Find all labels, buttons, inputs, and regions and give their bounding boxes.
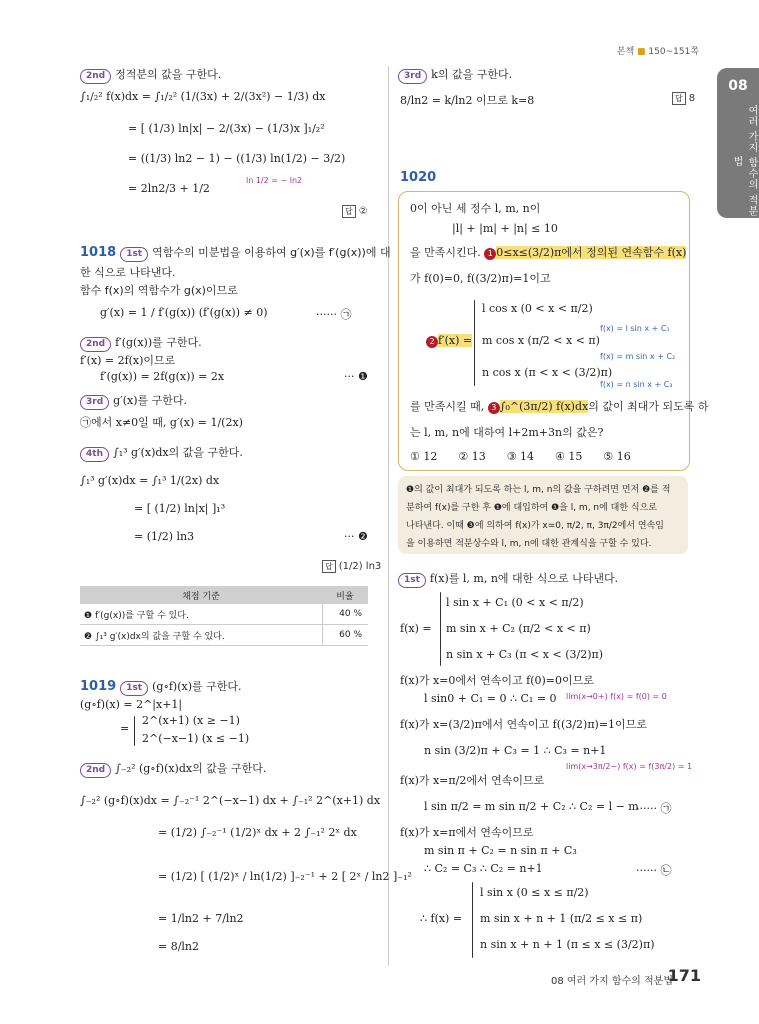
math-line: = (1/2) ∫₋₂⁻¹ (1/2)ˣ dx + 2 ∫₋₁² 2ˣ dx (158, 826, 357, 839)
math-line: = (1/2) ln3 (134, 530, 195, 543)
equation-tag: ······ ㉡ (636, 864, 672, 877)
table-row: ❶ f′(g(x))를 구할 수 있다. 40 % (80, 604, 368, 625)
equation-tag: ··· ❶ (344, 370, 368, 383)
page-reference: 본책 ■ 150~151쪽 (616, 47, 699, 57)
math-line: f′(g(x)) = 2f(g(x)) = 2x (100, 370, 225, 383)
step-heading: 2nd ∫₋₂² (g∘f)(x)dx의 값을 구한다. (80, 760, 266, 778)
case-line: m sin x + C₂ (π/2 < x < π) (446, 622, 591, 635)
math-line: = 2ln2/3 + 1/2 (128, 182, 210, 195)
choice-list (410, 450, 631, 463)
problem-text: 가 f(0)=0, f((3/2)π)=1이고 (410, 272, 551, 285)
math-line: f(x) = (400, 622, 432, 635)
step-heading: 2nd f′(g(x))를 구한다. (80, 334, 202, 352)
chapter-title: 여러 가지 함수의 적분법 (731, 105, 757, 217)
text-line: f(x)가 x=π/2에서 연속이므로 (400, 774, 545, 787)
math-line: 2^(−x−1) (x ≤ −1) (142, 732, 250, 745)
hint-line: ❶의 값이 최대가 되도록 하는 l, m, n의 값을 구하려면 먼저 ❷를 적 (406, 485, 671, 495)
text-line: 한 식으로 나타낸다. (80, 266, 176, 279)
step-heading: 2nd 정적분의 값을 구한다. (80, 66, 221, 84)
answer-1017: 답 ② (342, 205, 368, 218)
math-line: = [ (1/3) ln|x| − 2/(3x) − (1/3)x ]₁/₂² (128, 122, 325, 135)
problem-text: 는 l, m, n에 대하여 l+2m+3n의 값은? (410, 426, 604, 439)
math-line: ㉠에서 x≠0일 때, g′(x) = 1/(2x) (80, 416, 243, 429)
text-line: f′(x) = 2f(x)이므로 (80, 354, 176, 367)
text-line: f(x)가 x=(3/2)π에서 연속이고 f((3/2)π)=1이므로 (400, 718, 647, 731)
annotation-note: f(x) = n sin x + C₃ (600, 380, 673, 389)
table-header-row: 채점 기준 비율 (80, 586, 368, 604)
math-line: = 1/ln2 + 7/ln2 (158, 912, 244, 925)
math-line: 8/ln2 = k/ln2 이므로 k=8 (400, 94, 535, 107)
case-line: n sin x + n + 1 (π ≤ x ≤ (3/2)π) (480, 938, 655, 951)
choice-2[interactable]: ② 13 (458, 450, 486, 463)
step-heading: 1st f(x)를 l, m, n에 대한 식으로 나타낸다. (398, 570, 618, 588)
choice-5[interactable]: ⑤ 16 (603, 450, 631, 463)
marker-1: 1 (484, 248, 496, 260)
annotation-note: f(x) = m sin x + C₂ (600, 352, 676, 361)
equation-tag: ······ ㉠ (636, 802, 672, 815)
choice-4[interactable]: ④ 15 (555, 450, 583, 463)
text-line: 함수 f(x)의 역함수가 g(x)이므로 (80, 284, 238, 297)
case-line: l sin x + C₁ (0 < x < π/2) (446, 596, 584, 609)
math-line: = ((1/3) ln2 − 1) − ((1/3) ln(1/2) − 3/2) (128, 152, 346, 165)
page-number: 171 (667, 966, 701, 985)
math-line: ∴ f(x) = (420, 912, 463, 925)
brace (440, 592, 441, 666)
math-line: g′(x) = 1 / f′(g(x)) (f′(g(x)) ≠ 0) (100, 306, 268, 319)
brace (134, 716, 135, 746)
math-line: (g∘f)(x) = 2^|x+1| (80, 698, 183, 711)
problem-text: |l| + |m| + |n| ≤ 10 (452, 222, 558, 235)
math-line: l sin0 + C₁ = 0 ∴ C₁ = 0 (424, 692, 557, 705)
case-line: l sin x (0 ≤ x ≤ π/2) (480, 886, 589, 899)
annotation-note: ln 1/2 = − ln2 (246, 176, 303, 185)
step-heading: 3rd g′(x)를 구한다. (80, 392, 187, 410)
problem-1018-heading: 1018 1st 역함수의 미분법을 이용하여 g′(x)를 f′(g(x))에 대 (80, 245, 391, 260)
footer-chapter: 08 여러 가지 함수의 적분법 (550, 976, 673, 987)
answer-1019: 답 8 (672, 92, 695, 105)
answer-1018: 답 (1/2) ln3 (322, 560, 381, 573)
case-line: n cos x (π < x < (3/2)π) (482, 366, 613, 379)
problem-1019-heading: 1019 1st (g∘f)(x)를 구한다. (80, 679, 242, 694)
problem-text: 를 만족시킬 때, 3 ∫₀^(3π/2) f(x)dx의 값이 최대가 되도록 하 (410, 400, 709, 413)
math-line: m sin π + C₂ = n sin π + C₃ (424, 844, 577, 857)
text-line: f(x)가 x=π에서 연속이므로 (400, 826, 534, 839)
annotation-note: f(x) = l sin x + C₁ (600, 324, 670, 333)
problem-text: 0이 아닌 세 정수 l, m, n이 (410, 202, 541, 215)
chapter-tab[interactable] (717, 68, 759, 218)
problem-text: 을 만족시킨다. 1 0≤x≤(3/2)π에서 정의된 연속함수 f(x) (410, 246, 687, 259)
math-line: ∫₋₂² (g∘f)(x)dx = ∫₋₂⁻¹ 2^(−x−1) dx + ∫₋₁² 2^(x+1) dx (80, 794, 381, 807)
hint-line: 을 이용하면 적분상수와 l, m, n에 대한 관계식을 구할 수 있다. (406, 539, 652, 549)
math-line: = [ (1/2) ln|x| ]₁³ (134, 502, 226, 515)
case-line: n sin x + C₃ (π < x < (3/2)π) (446, 648, 604, 661)
annotation-note: lim(x→0+) f(x) = f(0) = 0 (566, 692, 667, 701)
equation-tag: ······ ㉠ (316, 308, 352, 321)
brace (472, 882, 473, 958)
math-line: = 8/ln2 (158, 940, 200, 953)
equation-tag: ··· ❷ (344, 530, 368, 543)
hint-line: 나타낸다. 이때 ❸에 의하여 f(x)가 x=0, π/2, π, 3π/2에서 연속임 (406, 521, 664, 531)
annotation-note: lim(x→3π/2−) f(x) = f(3π/2) = 1 (566, 762, 693, 771)
math-line: 2^(x+1) (x ≥ −1) (142, 714, 240, 727)
math-line: ∫₁³ g′(x)dx = ∫₁³ 1/(2x) dx (80, 474, 220, 487)
choice-3[interactable]: ③ 14 (506, 450, 535, 463)
text-line: f(x)가 x=0에서 연속이고 f(0)=0이므로 (400, 674, 594, 687)
step-heading: 3rd k의 값을 구한다. (398, 66, 512, 84)
case-line: l cos x (0 < x < π/2) (482, 302, 593, 315)
chapter-number: 08 (728, 78, 748, 94)
scoring-table (80, 586, 368, 646)
case-line: m sin x + n + 1 (π/2 ≤ x ≤ π) (480, 912, 643, 925)
choice-1[interactable]: ① 12 (410, 450, 438, 463)
math-line: l sin π/2 = m sin π/2 + C₂ ∴ C₂ = l − m (424, 800, 639, 813)
column-divider (388, 66, 389, 966)
math-line: ∴ C₂ = C₃ ∴ C₂ = n+1 (424, 862, 543, 875)
math-line: = (1/2) [ (1/2)ˣ / ln(1/2) ]₋₂⁻¹ + 2 [ 2ˣ / ln2 ]₋₁² (158, 870, 412, 883)
math-line: n sin (3/2)π + C₃ = 1 ∴ C₃ = n+1 (424, 744, 607, 757)
hint-line: 분하여 f(x)를 구한 후 ❶에 대입하여 ❶을 l, m, n에 대한 식으로 (406, 503, 658, 513)
marker-2: 2 (426, 336, 438, 348)
problem-text: 2 f′(x) = (426, 334, 472, 348)
brace (474, 300, 475, 386)
math-line: ∫₁/₂² f(x)dx = ∫₁/₂² (1/(3x) + 2/(3x²) − 1/3) dx (80, 90, 326, 103)
step-heading: 4th ∫₁³ g′(x)dx의 값을 구한다. (80, 444, 243, 462)
table-row: ❷ ∫₁³ g′(x)dx의 값을 구할 수 있다. 60 % (80, 625, 368, 646)
case-line: m cos x (π/2 < x < π) (482, 334, 600, 347)
marker-3: 3 (488, 402, 500, 414)
problem-1020-number: 1020 (400, 170, 437, 185)
